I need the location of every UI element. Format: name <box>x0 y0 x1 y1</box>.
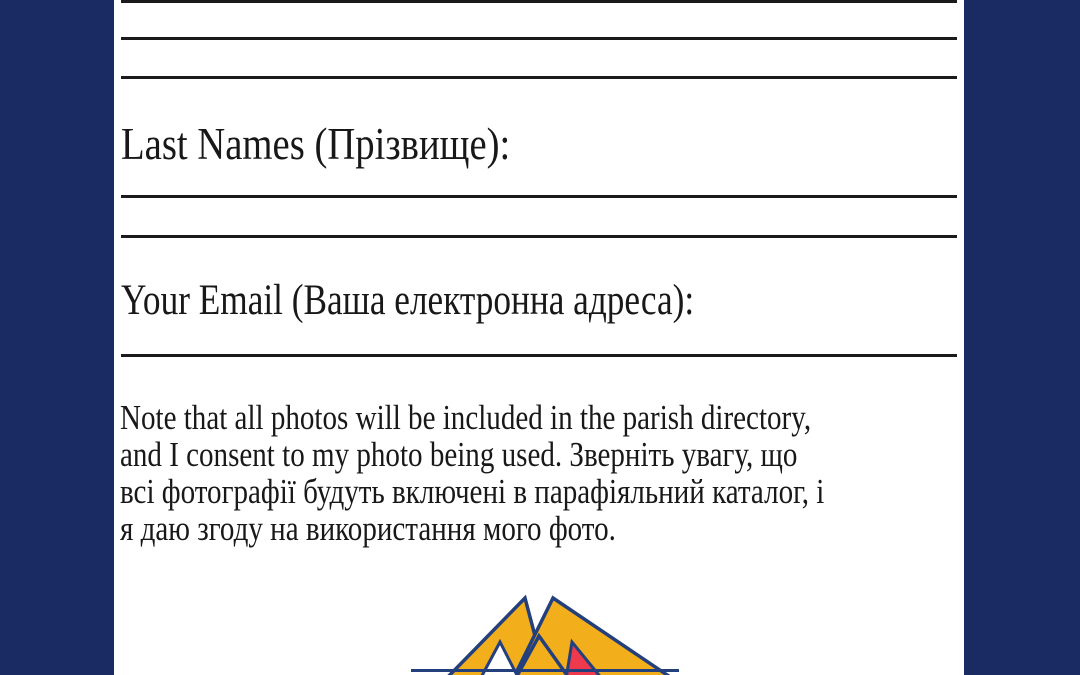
write-in-line <box>121 354 957 357</box>
write-in-line <box>121 0 957 3</box>
right-border-band <box>964 0 1080 675</box>
photo-consent-note <box>120 399 969 547</box>
note-line: and I consent to my photo being used. Зверніть увагу, що <box>120 435 798 474</box>
write-in-line <box>121 76 957 79</box>
parish-logo-icon <box>398 590 688 675</box>
left-border-band <box>0 0 114 675</box>
write-in-line <box>121 235 957 238</box>
last-names-label: Last Names (Прізвище): <box>121 119 511 169</box>
email-label: Your Email (Ваша електронна адреса): <box>121 277 695 324</box>
write-in-line <box>121 37 957 40</box>
note-line: Note that all photos will be included in the parish directory, <box>120 398 812 437</box>
note-line: всі фотографії будуть включені в парафіяльний каталог, і <box>120 472 825 511</box>
write-in-line <box>121 195 957 198</box>
note-line: я даю згоду на використання мого фото. <box>120 509 616 548</box>
